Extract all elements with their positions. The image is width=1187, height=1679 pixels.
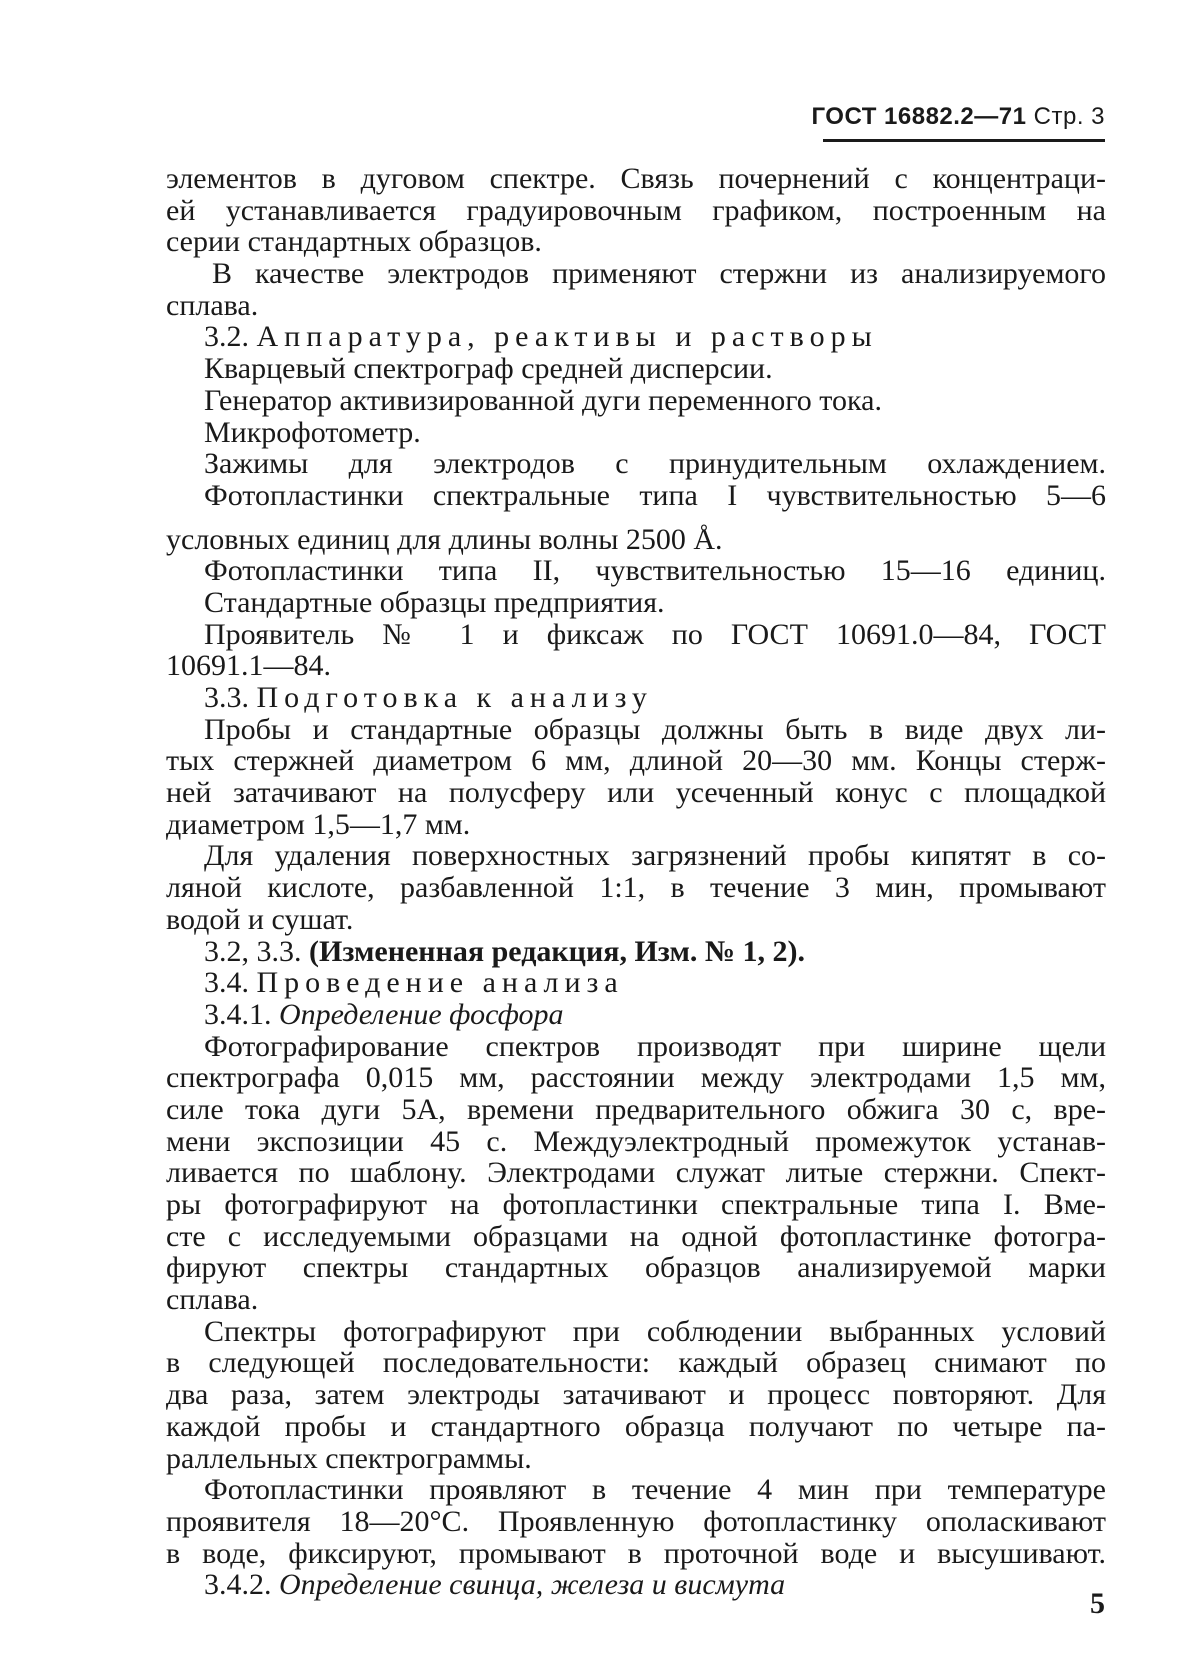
text-line: Фотопластинки типа II, чувствительностью 15—16 единиц.	[204, 554, 1106, 588]
page-number: 5	[1090, 1587, 1105, 1620]
text-line: Проявитель № 1 и фиксаж по ГОСТ 10691.0—84, ГОСТ	[204, 617, 1106, 651]
text-line: Фотографирование спектров производят при ширине щели	[204, 1029, 1106, 1063]
section-title: Проведение анализа	[256, 966, 624, 1000]
text-line: серии стандартных образцов.	[166, 225, 542, 259]
text-line: ей устанавливается градуировочным графиком, построенным на	[166, 193, 1106, 227]
page-header	[812, 103, 1106, 131]
text-line: сте с исследуемыми образцами на одной фотопластинке фотогра-	[166, 1219, 1106, 1253]
subsection-title: Определение свинца, железа и висмута	[279, 1568, 786, 1602]
text-line: диаметром 1,5—1,7 мм.	[166, 807, 471, 841]
section-number: 3.3.	[204, 681, 249, 714]
section-heading-3-3	[166, 682, 1106, 714]
subsection-title: Определение фосфора	[279, 997, 564, 1031]
section-number: 3.2.	[204, 320, 249, 354]
text-line: проявителя 18—20°С. Проявленную фотопластинку ополаскивают	[166, 1504, 1106, 1538]
text-line: ляной кислоте, разбавленной 1:1, в течение 3 мин, промывают	[166, 871, 1106, 905]
text-line: условных единиц для длины волны 2500 Å.	[166, 522, 723, 556]
subsection-number: 3.4.1.	[204, 997, 272, 1031]
section-title: Подготовка к анализу	[256, 681, 653, 714]
text-line: раллельных спектрограммы.	[166, 1441, 532, 1475]
text-line: сплава.	[166, 1283, 259, 1317]
text-line: Пробы и стандартные образцы должны быть в виде двух ли-	[204, 712, 1106, 746]
text-line: ры фотографируют на фотопластинки спектральные типа I. Вме-	[166, 1188, 1106, 1221]
text-line: в воде, фиксируют, промывают в проточной воде и высушивают.	[166, 1536, 1106, 1570]
text-line: Фотопластинки проявляют в течение 4 мин при температуре	[204, 1473, 1106, 1507]
subsection-number: 3.4.2.	[204, 1568, 272, 1602]
text-line: водой и сушат.	[166, 902, 354, 936]
text-line: каждой пробы и стандартного образца получают по четыре па-	[166, 1409, 1106, 1443]
section-heading-3-4	[166, 967, 1106, 999]
text-line: элементов в дуговом спектре. Связь почернений с концентраци-	[166, 162, 1106, 195]
text-line: Для удаления поверхностных загрязнений пробы кипятят в со-	[204, 839, 1106, 873]
text-line: силе тока дуги 5А, времени предварительного обжига 30 с, вре-	[166, 1092, 1106, 1126]
text-line: Зажимы для электродов с принудительным охлаждением.	[204, 447, 1106, 481]
text-line: ней затачивают на полусферу или усеченный конус с площадкой	[166, 776, 1106, 810]
subsection-heading-3-4-1	[166, 999, 1106, 1031]
document-body	[166, 163, 1106, 1601]
text-line: Микрофотометр.	[204, 415, 421, 449]
amendment-ref: 3.2, 3.3.	[204, 934, 302, 968]
text-line: мени экспозиции 45 с. Междуэлектродный промежуток устанав-	[166, 1124, 1106, 1158]
section-title: Аппаратура, реактивы и растворы	[256, 320, 878, 354]
text-line: Генератор активизированной дуги переменного тока.	[204, 383, 882, 417]
text-line: ливается по шаблону. Электродами служат литые стержни. Спект-	[166, 1156, 1106, 1190]
text-line: Стандартные образцы предприятия.	[204, 585, 665, 619]
subsection-heading-3-4-2	[166, 1569, 1106, 1601]
section-heading-3-2	[166, 321, 1106, 353]
text-line: В качестве электродов применяют стержни из анализируемого	[212, 257, 1106, 291]
text-line: Спектры фотографируют при соблюдении выбранных условий	[204, 1314, 1106, 1348]
text-line: сплава.	[166, 288, 259, 322]
gost-number: ГОСТ 16882.2—71	[811, 103, 1027, 130]
text-line: в следующей последовательности: каждый образец снимают по	[166, 1346, 1106, 1380]
text-line: Фотопластинки спектральные типа I чувствительностью 5—6	[204, 478, 1106, 512]
text-line: спектрографа 0,015 мм, расстоянии между электродами 1,5 мм,	[166, 1061, 1106, 1095]
text-line: тых стержней диаметром 6 мм, длиной 20—30 мм. Концы стерж-	[166, 744, 1106, 778]
amendment-text: (Измененная редакция, Изм. № 1, 2).	[309, 934, 806, 968]
text-line: фируют спектры стандартных образцов анализируемой марки	[166, 1251, 1106, 1285]
section-number: 3.4.	[204, 966, 249, 1000]
header-rule	[823, 139, 1105, 142]
page-ref: Стр. 3	[1033, 103, 1105, 130]
text-line: два раза, затем электроды затачивают и процесс повторяют. Для	[166, 1378, 1106, 1412]
amendment-note	[166, 936, 1106, 968]
text-line: Кварцевый спектрограф средней дисперсии.	[204, 352, 773, 386]
text-line: 10691.1—84.	[166, 649, 331, 683]
